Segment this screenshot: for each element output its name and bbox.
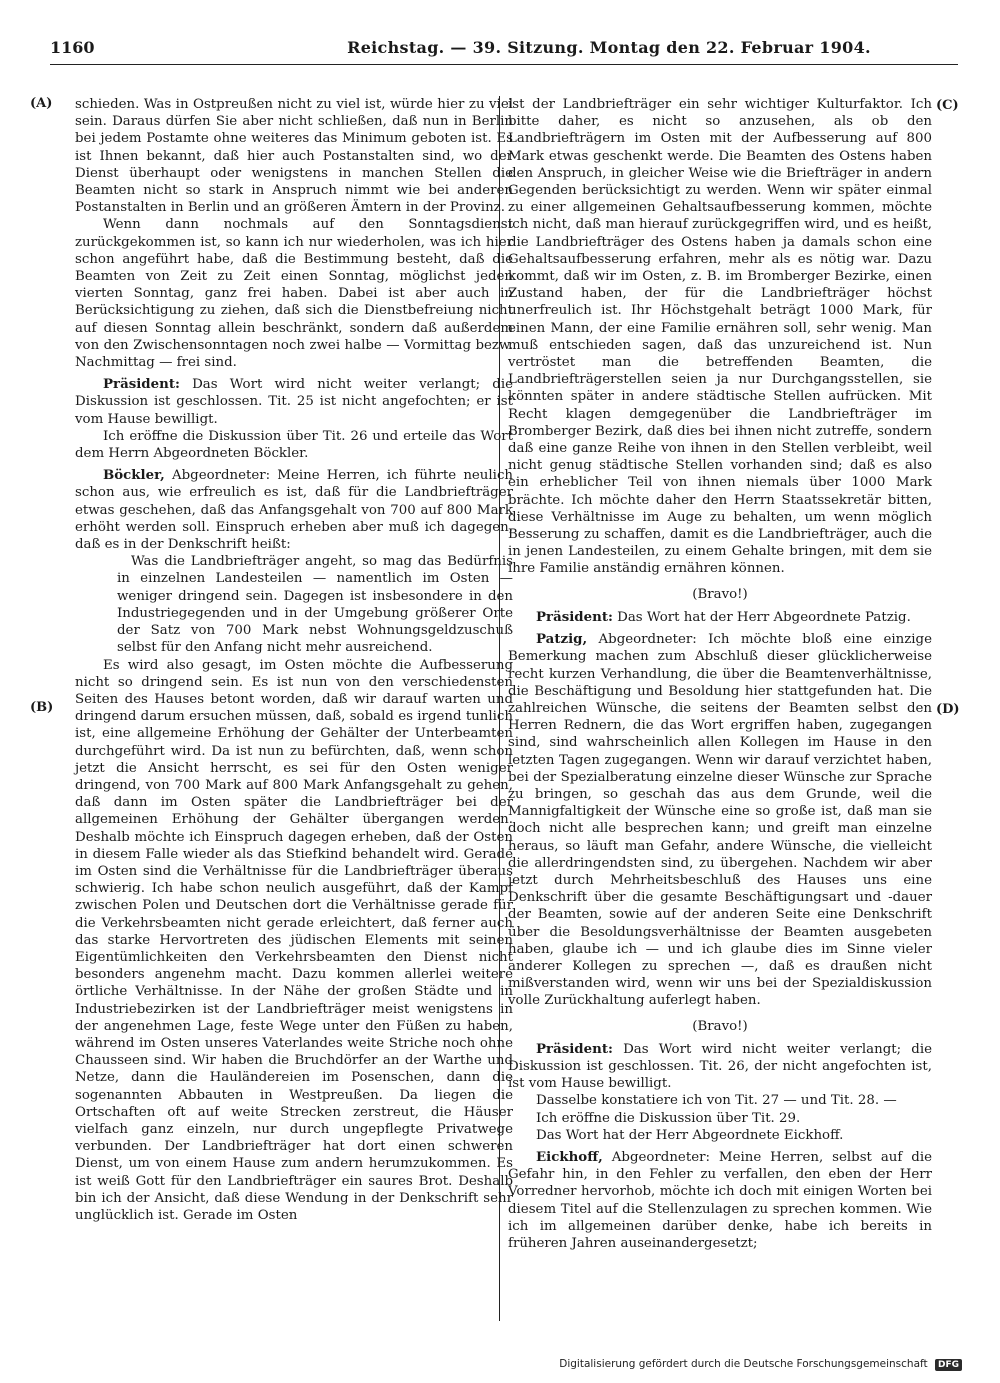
speaker-name: Präsident: (103, 376, 180, 393)
applause-note: (Bravo!) (692, 1018, 748, 1034)
footer-credit (559, 1358, 962, 1371)
speaker-name: Böckler, (103, 467, 165, 484)
paragraph: schieden. Was in Ostpreußen nicht zu viel ist, würde hier zu viel sein. Daraus dürfen Sie aber nicht schließen, daß nun in Berlin bei jedem Postamte ohne weiteres das Minimum geboten ist. Es ist Ihnen bekannt, daß hier auch Postanstalten sind, wo der Dienst überhaupt oder wenigstens in manchen Stellen die Beamten nicht so stark in Anspruch nimmt wie bei anderen Postanstalten in Berlin und an größeren Ämtern in der Provinz. (75, 97, 513, 216)
paragraph (508, 1149, 932, 1252)
footer-text: Digitalisierung gefördert durch die Deutsche Forschungsgemeinschaft (559, 1358, 928, 1370)
paragraph: ist der Landbriefträger ein sehr wichtiger Kulturfaktor. Ich bitte daher, es nicht so anzusehen, als ob den Landbriefträgern im Osten mit der Aufbesserung auf 800 Mark etwas geschenkt werde. Die Beamten des Ostens haben den Anspruch, in gleicher Weise wie die Briefträger in andern Gegenden berücksichtigt zu werden. Wenn wir später einmal zu einer allgemeinen Gehaltsaufbesserung kommen, möchte ich nicht, daß man hierauf zurückgegriffen wird, und es heißt, die Landbriefträger des Ostens haben ja damals schon eine Gehaltsaufbesserung erfahren, mehr als es nötig war. Dazu kommt, daß wir im Osten, z. B. im Bromberger Bezirke, einen Zustand haben, der für die Landbriefträger höchst unerfreulich ist. Ihr Höchstgehalt beträgt 1000 Mark, für einen Mann, der eine Familie ernähren soll, sehr wenig. Man muß entschieden sagen, daß das unzureichend ist. Nun vertröstet man die betreffenden Beamten, die Landbriefträgerstellen seien ja nur Durchgangsstellen, sie könnten später in andere städtische Stellen aufrücken. Mit Recht klagen demgegenüber die Landbriefträger im Bromberger Bezirk, daß dies bei ihnen nicht zutreffe, sondern daß eine ganze Reihe von ihnen in den Stellen verbleibt, weil nicht genug städtische Stellen vorhanden sind; daß es also ein erheblicher Teil von ihnen niemals über 1000 Mark brächte. Ich möchte daher den Herrn Staatssekretär bitten, diese Verhältnisse im Auge zu behalten, um wenn möglich Besserung zu schaffen, damit es die Landbriefträger, auch die in jenen Landesteilen, zu einem Gehalte bringen, mit dem sie ihre Familie anständig ernähren können. (508, 97, 932, 577)
speech-text: Abgeordneter: Meine Herren, selbst auf die Gefahr hin, in den Fehler zu verfallen, den eben der Herr Vorredner hervorhob, möchte ich doch mit einigen Worten bei diesem Titel auf die Stellenzulagen zu sprechen kommen. Wie ich im allgemeinen darüber denke, habe ich bereits in früheren Jahren auseinandergesetzt; (508, 1149, 932, 1251)
paragraph: Das Wort hat der Herr Abgeordnete Eickhoff. (536, 1127, 844, 1143)
paragraph (508, 609, 932, 626)
speech-text: Abgeordneter: Meine Herren, ich führte neulich schon aus, wie erfreulich es ist, daß für die Landbriefträger etwas geschehen, daß das Anfangsgehalt von 700 auf 800 Mark erhöht werden soll. Einspruch erheben aber muß ich dagegen, daß es in der Denkschrift heißt: (75, 468, 514, 553)
speech-text: Das Wort wird nicht weiter verlangt; die Diskussion ist geschlossen. Tit. 26, der nicht angefochten ist, ist vom Hause bewilligt. (508, 1041, 932, 1092)
paragraph (508, 1041, 932, 1093)
paragraph: Ich eröffne die Diskussion über Tit. 26 und erteile das Wort dem Herrn Abgeordneten Böckler. (75, 428, 513, 462)
speaker-name: Präsident: (536, 1040, 613, 1057)
speech-text: Abgeordneter: Ich möchte bloß eine einzige Bemerkung machen zum Abschluß dieser glücklicherweise recht kurzen Verhandlung, die über die Beamtenverhältnisse, die Beschäftigung und Besoldung hier stattgefunden hat. Die zahlreichen Wünsche, die seitens der Beamten selbst den Herren Rednern, die das Wort ergriffen haben, zugegangen sind, sind wahrscheinlich allen Kollegen im Hause in den letzten Tagen zugegangen. Wenn wir darauf verzichtet haben, bei der Spezialberatung einzelne dieser Wünsche zur Sprache zu bringen, so geschah das aus dem Grunde, weil die Mannigfaltigkeit der Wünsche eine so große ist, daß man sie doch nicht alle besprechen kann; und greift man einzelne heraus, so läuft man Gefahr, andere Wünsche, die vielleicht die allerdringendsten sind, zu übergehen. Nachdem wir aber jetzt durch Mehrheitsbeschluß des Hauses uns eine Denkschrift über die gesamte Beschäftigungsart und -dauer der Beamten, sowie auf der anderen Seite eine Denkschrift über die Besoldungsverhältnisse der Beamten ausgebeten haben, glaube ich — und ich glaube dies im Sinne vieler anderer Kollegen zu sprechen —, daß es draußen nicht mißverstanden wird, wenn wir uns bei der Spezialdiskussion volle Zurückhaltung auferlegt haben. (508, 632, 932, 1009)
paragraph: Dasselbe konstatiere ich von Tit. 27 — und Tit. 28. — (536, 1093, 897, 1109)
margin-mark-b: (B) (30, 700, 54, 715)
paragraph: Wenn dann nochmals auf den Sonntagsdienst zurückgekommen ist, so kann ich nur wiederholen, was ich hier schon angeführt habe, daß die Bestimmung besteht, daß die Beamten von Zeit zu Zeit einen Sonntag, möglichst jeden vierten Sonntag, ganz frei haben. Dabei ist aber auch in Berücksichtigung zu ziehen, daß sich die Dienstbefreiung nicht auf diesen Sonntag allein beschränkt, sondern daß außerdem von den Zwischensonntagen noch zwei halbe — Vormittag bezw. Nachmittag — frei sind. (75, 217, 513, 371)
quotation: Was die Landbriefträger angeht, so mag das Bedürfnis in einzelnen Landesteilen — namentlich im Osten — weniger dringend sein. Dagegen ist insbesondere in den Industriegegenden und in der Umgebung größerer Orte der Satz von 700 Mark nebst Wohnungsgeldzuschuß selbst für den Anfang nicht mehr ausreichend. (117, 554, 513, 656)
speaker-name: Patzig, (536, 631, 588, 648)
page-number: 1160 (50, 38, 95, 57)
applause-note: (Bravo!) (692, 586, 748, 602)
speech-text: Das Wort hat der Herr Abgeordnete Patzig. (617, 609, 911, 625)
paragraph (508, 631, 932, 1009)
dfg-logo: DFG (935, 1359, 962, 1371)
left-column (75, 96, 513, 1224)
right-column (508, 96, 932, 1252)
paragraph: Ich eröffne die Diskussion über Tit. 29. (536, 1110, 801, 1126)
speech-text: Das Wort wird nicht weiter verlangt; die Diskussion ist geschlossen. Tit. 25 ist nicht angefochten; er ist vom Hause bewilligt. (75, 377, 513, 427)
running-title: Reichstag. — 39. Sitzung. Montag den 22. Februar 1904. (347, 38, 871, 57)
page-header (50, 30, 958, 65)
paragraph: Es wird also gesagt, im Osten möchte die Aufbesserung nicht so dringend sein. Es ist nun von den verschiedensten Seiten des Hauses betont worden, daß wir darauf warten und dringend darum ersuchen müssen, daß, sobald es irgend tunlich ist, eine allgemeine Erhöhung der Gehälter der Unterbeamten durchgeführt wird. Da ist nun zu befürchten, daß, wenn schon jetzt die Ansicht herrscht, es sei für den Osten weniger dringend, von 700 Mark auf 800 Mark Anfangsgehalt zu gehen, daß dann im Osten später die Landbriefträger bei der allgemeinen Erhöhung der Gehälter übergangen werden. Deshalb möchte ich Einspruch dagegen erheben, daß der Osten in diesem Falle wieder als das Stiefkind behandelt wird. Gerade im Osten sind die Verhältnisse für die Landbriefträger überaus schwierig. Ich habe schon neulich ausgeführt, daß der Kampf zwischen Polen und Deutschen dort die Verhältnisse gerade für die Verkehrsbeamten nicht gerade erleichtert, daß ferner auch das starke Hervortreten des jüdischen Elements mit seinen Eigentümlichkeiten den Verkehrsbeamten den Dienst nicht besonders angenehm macht. Dazu kommen allerlei weitere örtliche Verhältnisse. In der Nähe der großen Städte und in Industriebezirken ist der Landbriefträger meist wenigstens in der angenehmen Lage, feste Wege unter den Füßen zu haben, während im Osten unseres Vaterlandes weite Striche noch ohne Chausseen sind. Wir haben die Bruchdörfer an der Warthe und Netze, dann die Hauländereien im Posenschen, dann die sogenannten Abbauten in Westpreußen. Da liegen die Ortschaften oft auf weite Strecken zerstreut, die Häuser vielfach ganz einzeln, nur durch ungepflegte Privatwege verbunden. Der Landbriefträger hat dort einen schweren Dienst, um von einem Hause zum andern herumzukommen. Es ist weiß Gott für den Landbriefträger ein saures Brot. Deshalb bin ich der Ansicht, daß diese Wendung in der Denkschrift sehr unglücklich ist. Gerade im Osten (75, 657, 513, 1223)
margin-mark-a: (A) (30, 96, 53, 111)
margin-mark-d: (D) (936, 702, 960, 717)
speaker-name: Präsident: (536, 608, 613, 625)
speaker-name: Eickhoff, (536, 1148, 603, 1165)
margin-mark-c: (C) (936, 98, 959, 113)
paragraph (75, 467, 513, 553)
paragraph (75, 376, 513, 428)
